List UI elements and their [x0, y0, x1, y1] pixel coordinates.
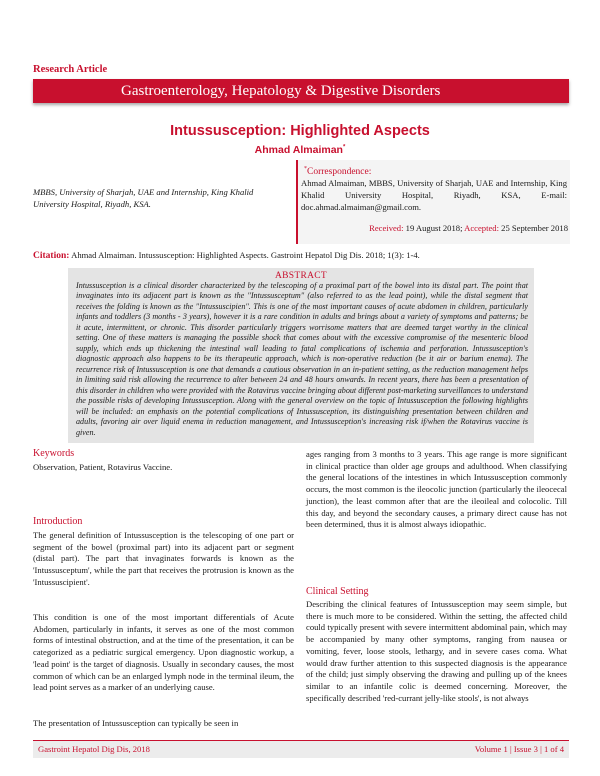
accepted-label: Accepted: [464, 223, 499, 233]
keywords-heading: Keywords [33, 448, 75, 459]
received-label: Received: [369, 223, 404, 233]
correspondence-label [304, 166, 371, 177]
author-affiliation: MBBS, University of Sharjah, UAE and Internship, King Khalid University Hospital, Riyadh, KSA. [33, 187, 254, 209]
introduction-paragraph: The general definition of Intussusception is the telescoping of one part or segment of the bowel (proximal part) into its adjacent part or segment (distal part). The part that invaginates forwards is known as the 'Intussusceptum', while the part that receives the protrusion is known as the 'Intussuscipient'. [33, 530, 294, 587]
citation-label: Citation: [33, 251, 70, 261]
introduction-paragraph: This condition is one of the most important differentials of Acute Abdomen, particularly in infants, it serves as one of the most common forms of intestinal obstruction, and at the time of the presentation, it can be categorized as a pediatric surgical emergency. Upon diagnostic workup, a 'lead point' is the target of diagnosis. Usually in secondary causes, the most common of which can be an enlarged lymph node in the terminal ileum, the lead point serves as a marker of an underlying cause. [33, 612, 294, 693]
citation-text: Ahmad Almaiman. Intussusception: Highlighted Aspects. Gastroint Hepatol Dig Dis. 2018; 1(3): 1-4. [71, 250, 420, 260]
introduction-heading: Introduction [33, 516, 83, 527]
clinical-setting-paragraph: Describing the clinical features of Intussusception may seem simple, but there is much more to be considered. Within the setting, the affected child could typically present with severe intermittent abdominal pain, which may be accompanied by many other symptoms, ranging from nausea or vomiting, fever, loose stools, lethargy, and in severe cases coma. What would draw further attention to this suspected diagnosis is the appearance of the child; just simply observing the drawing and pulling up of the knees similar to an infantile colic is deemed concerning. Moreover, the specifically described 'red-currant jelly-like stools', is not always [306, 599, 567, 703]
author-name: Ahmad Almaiman [254, 144, 343, 156]
author-line [0, 144, 600, 156]
keywords-text: Observation, Patient, Rotavirus Vaccine. [33, 462, 173, 472]
correspondence-text: Ahmad Almaiman, MBBS, University of Sharjah, UAE and Internship, King Khalid University Hospital, Riyadh, KSA, E-mail: doc.ahmad.almaiman@gmail.com. [301, 178, 567, 212]
citation-line [33, 250, 573, 261]
abstract-text: Intussusception is a clinical disorder characterized by the telescoping of a proximal part of the bowel into its distal part. The point that invaginates into its adjacent part is known as the "Intussusceptum" (also referred to as the lead point), while the distal segment that receives the folding is known as the "Intussuscipien". This is one of the most important causes of acute abdomen in children, particularly infants and toddlers (3 months - 3 years), however it is a rare condition in adults and brings about a variety of symptoms and patterns; be it acute, intermittent, or chronic. This disorder particularly triggers worrisome matters that are deemed target worthy in the clinical setting. One of these matters is managing the possible shock that comes about with the excessive compromise of the mesenteric blood supply, which ends up thickening the intestinal wall leading to fatal complications of ischemia and perforation. Intussusception's diagnostic approach also happens to be its therapeutic approach, which is non-operative reduction (be it air or barium enema). The recurrence risk of Intussusception is one that demands a cautious observation in an in-patient setting, as the reduction management helps in limiting said risk allowing the recurrence to alter between 24 and 48 hours onwards. In recent years, there has been a presentation of this disorder in children who were provided with the Rotavirus vaccine bringing about different post-marketing surveillances to understand the possible risks of developing Intussusception. Along with the general overview on the topic of Intussusception the following highlights will be included: an emphasis on the potential complications of Intussusception, its distinguishing presentation between children and adults, favoring air over liquid enema in reduction management, and Intussusception's increasing risk if/when the Rotavirus vaccine is given. [76, 281, 528, 437]
abstract-heading: ABSTRACT [274, 271, 328, 281]
clinical-setting-heading: Clinical Setting [306, 586, 369, 597]
author-mark: * [342, 144, 346, 151]
article-dates [301, 223, 568, 233]
correspondence-mark: * [304, 166, 307, 172]
received-date: 19 August 2018; [405, 223, 463, 233]
article-type-label: Research Article [33, 64, 108, 75]
footer-page-info: Volume 1 | Issue 3 | 1 of 4 [474, 744, 564, 754]
introduction-paragraph: The presentation of Intussusception can typically be seen in [33, 718, 239, 728]
accepted-date: 25 September 2018 [501, 223, 568, 233]
correspondence-heading: Correspondence: [307, 167, 372, 178]
article-title: Intussusception: Highlighted Aspects [170, 123, 430, 139]
footer-journal: Gastroint Hepatol Dig Dis, 2018 [38, 744, 150, 754]
introduction-paragraph-continued: ages ranging from 3 months to 3 years. This age range is more significant in clinical practice than older age groups and adulthood. When classifying the general locations of the intestines in which Intussusception commonly occurs, the most common is the ileocolic junction (particularly the ileocecal junction), the least common after that are the ileoileal and colocolic. Till this day, and beyond the secondary causes, a primary direct cause has not been determined, thus it is almost always idiopathic. [306, 449, 567, 530]
journal-banner: Gastroenterology, Hepatology & Digestive Disorders [33, 79, 569, 103]
